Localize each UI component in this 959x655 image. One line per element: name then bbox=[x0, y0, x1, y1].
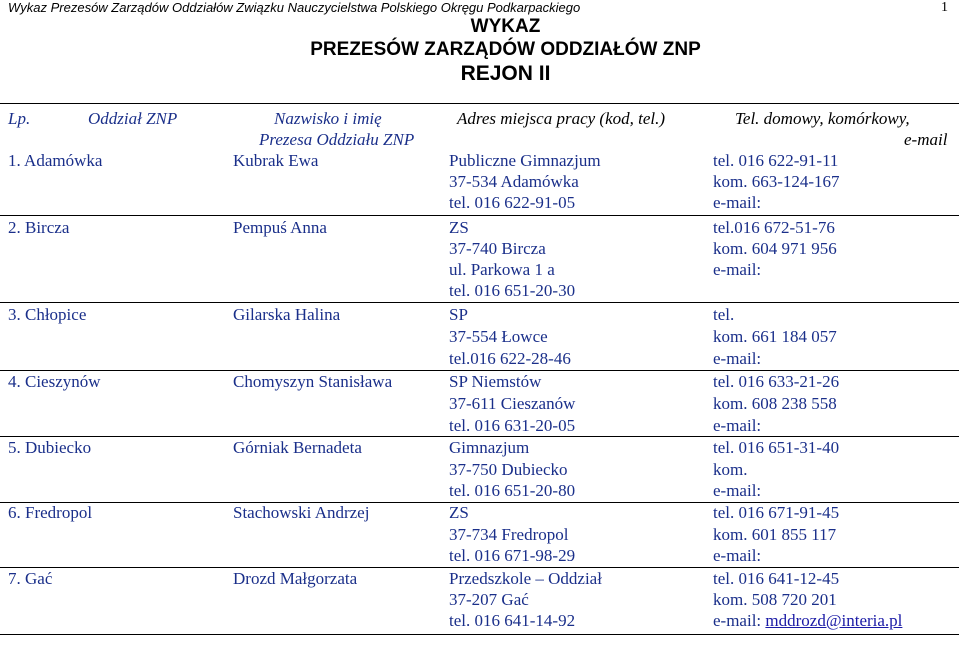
row-adres-line: SP Niemstów bbox=[449, 372, 542, 391]
row-prezes: Chomyszyn Stanisława bbox=[233, 372, 393, 391]
row-kontakt-line: e-mail: bbox=[713, 260, 762, 279]
row-kontakt-line: kom. 661 184 057 bbox=[713, 327, 837, 346]
row-adres-line: tel. 016 671-98-29 bbox=[449, 546, 576, 565]
row-separator bbox=[0, 370, 959, 371]
row-adres-line: tel.016 622-28-46 bbox=[449, 349, 571, 368]
header-lp: Lp. bbox=[8, 109, 31, 128]
page-number: 1 bbox=[941, 0, 948, 15]
row-kontakt-line: tel. 016 671-91-45 bbox=[713, 503, 840, 522]
row-adres-line: ZS bbox=[449, 503, 469, 522]
row-adres-line: Przedszkole – Oddział bbox=[449, 569, 602, 588]
row-adres-line: 37-534 Adamówka bbox=[449, 172, 579, 191]
row-prezes: Drozd Małgorzata bbox=[233, 569, 358, 588]
row-adres-line: 37-207 Gać bbox=[449, 590, 529, 609]
row-separator bbox=[0, 302, 959, 303]
row-kontakt-line: kom. 663-124-167 bbox=[713, 172, 840, 191]
table-bottom-rule bbox=[0, 634, 959, 635]
row-oddzial: 5. Dubiecko bbox=[8, 438, 92, 457]
header-tel-line2: e-mail bbox=[904, 130, 948, 149]
row-adres-line: SP bbox=[449, 305, 468, 324]
row-kontakt-line: tel. bbox=[713, 305, 735, 324]
running-header: Wykaz Prezesów Zarządów Oddziałów Związku Nauczycielstwa Polskiego Okręgu Podkarpackiego bbox=[8, 0, 581, 15]
row-adres-line: ul. Parkowa 1 a bbox=[449, 260, 555, 279]
header-nazwisko-line1: Nazwisko i imię bbox=[274, 109, 382, 128]
row-separator bbox=[0, 436, 959, 437]
row-kontakt-line: e-mail: bbox=[713, 349, 762, 368]
row-oddzial: 4. Cieszynów bbox=[8, 372, 101, 391]
row-oddzial: 7. Gać bbox=[8, 569, 53, 588]
row-adres-line: tel. 016 651-20-80 bbox=[449, 481, 576, 500]
row-oddzial: 1. Adamówka bbox=[8, 151, 103, 170]
row-separator bbox=[0, 567, 959, 568]
row-adres-line: Publiczne Gimnazjum bbox=[449, 151, 601, 170]
row-kontakt-line: e-mail: bbox=[713, 193, 762, 212]
row-adres-line: 37-734 Fredropol bbox=[449, 525, 569, 544]
title-line-2: PREZESÓW ZARZĄDÓW ODDZIAŁÓW ZNP bbox=[310, 39, 701, 60]
row-separator bbox=[0, 215, 959, 216]
row-kontakt-email bbox=[713, 611, 902, 632]
row-adres-line: 37-554 Łowce bbox=[449, 327, 548, 346]
row-adres-line: Gimnazjum bbox=[449, 438, 530, 457]
email-link[interactable]: mddrozd@interia.pl bbox=[765, 611, 903, 630]
row-kontakt-line: e-mail: bbox=[713, 481, 762, 500]
row-prezes: Stachowski Andrzej bbox=[233, 503, 370, 522]
row-kontakt-line: tel. 016 641-12-45 bbox=[713, 569, 840, 588]
header-oddzial: Oddział ZNP bbox=[88, 109, 178, 128]
row-kontakt-line: kom. 601 855 117 bbox=[713, 525, 837, 544]
title-line-1: WYKAZ bbox=[470, 16, 541, 37]
row-kontakt-line: kom. 608 238 558 bbox=[713, 394, 837, 413]
row-adres-line: 37-611 Cieszanów bbox=[449, 394, 576, 413]
row-adres-line: tel. 016 622-91-05 bbox=[449, 193, 576, 212]
header-nazwisko-line2: Prezesa Oddziału ZNP bbox=[259, 130, 415, 149]
row-oddzial: 6. Fredropol bbox=[8, 503, 93, 522]
header-adres: Adres miejsca pracy (kod, tel.) bbox=[457, 109, 666, 128]
row-adres-line: 37-740 Bircza bbox=[449, 239, 546, 258]
row-kontakt-line: kom. bbox=[713, 460, 748, 479]
row-kontakt-line: tel. 016 622-91-11 bbox=[713, 151, 839, 170]
row-kontakt-line: e-mail: bbox=[713, 546, 762, 565]
row-kontakt-line: tel.016 672-51-76 bbox=[713, 218, 835, 237]
row-kontakt-line: tel. 016 633-21-26 bbox=[713, 372, 840, 391]
email-label: e-mail: bbox=[713, 611, 762, 630]
row-adres-line: tel. 016 641-14-92 bbox=[449, 611, 576, 630]
row-oddzial: 3. Chłopice bbox=[8, 305, 87, 324]
row-kontakt-line: e-mail: bbox=[713, 416, 762, 435]
title-line-3: REJON II bbox=[460, 62, 551, 85]
row-kontakt-line: kom. 508 720 201 bbox=[713, 590, 837, 609]
row-prezes: Górniak Bernadeta bbox=[233, 438, 362, 457]
header-tel-line1: Tel. domowy, komórkowy, bbox=[735, 109, 910, 128]
row-adres-line: 37-750 Dubiecko bbox=[449, 460, 568, 479]
row-kontakt-line: kom. 604 971 956 bbox=[713, 239, 837, 258]
row-adres-line: tel. 016 631-20-05 bbox=[449, 416, 576, 435]
row-adres-line: tel. 016 651-20-30 bbox=[449, 281, 576, 300]
row-kontakt-line: tel. 016 651-31-40 bbox=[713, 438, 840, 457]
row-prezes: Gilarska Halina bbox=[233, 305, 341, 324]
table-top-rule bbox=[0, 103, 959, 104]
row-oddzial: 2. Bircza bbox=[8, 218, 70, 237]
row-adres-line: ZS bbox=[449, 218, 469, 237]
row-prezes: Kubrak Ewa bbox=[233, 151, 319, 170]
row-prezes: Pempuś Anna bbox=[233, 218, 327, 237]
